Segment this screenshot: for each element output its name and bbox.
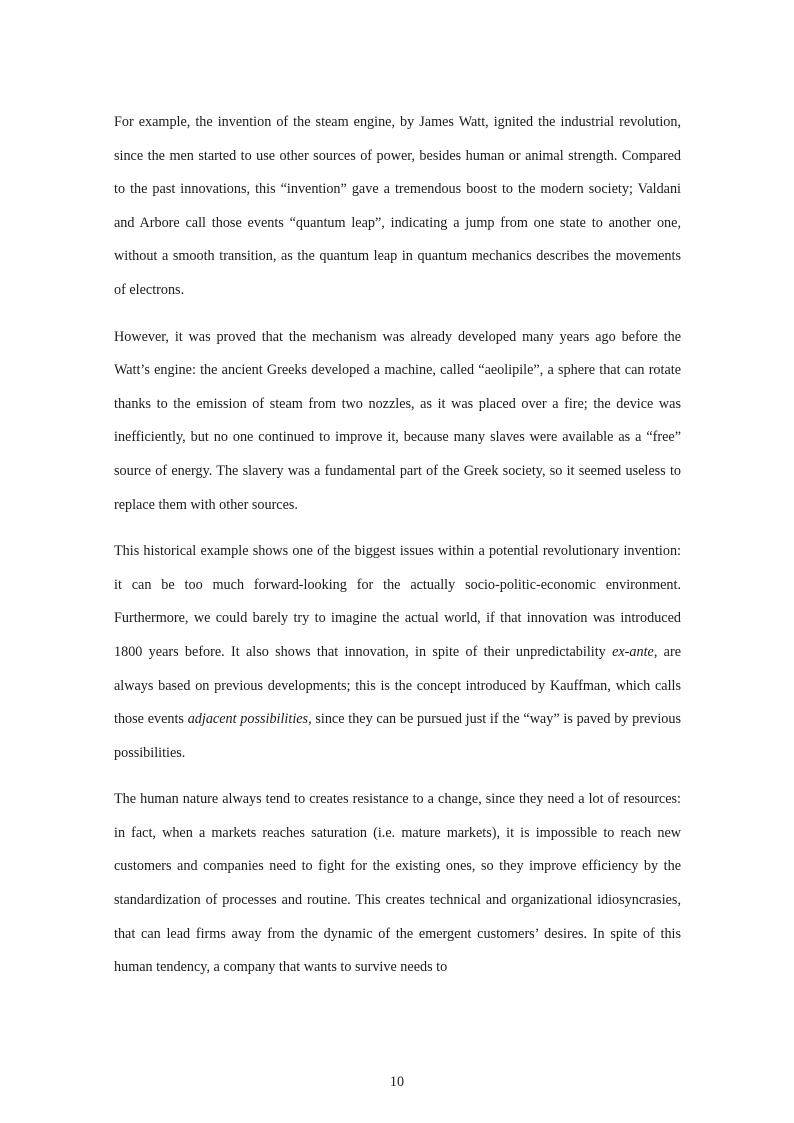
- italic-term-ex-ante: ex-ante: [612, 643, 654, 660]
- paragraph-historical-example: [114, 535, 681, 770]
- italic-term-adjacent-possibilities: adjacent possibilities: [187, 711, 309, 728]
- paragraph-human-nature: [114, 783, 681, 985]
- body-text: [114, 106, 681, 998]
- paragraph-text: However, it was proved that the mechanism was already developed many years ago before the Watt’s engine: the ancient Greeks developed a machine, called “aeolipile”, a sphere that can rotate thanks to the emission of steam from two nozzles, as it was placed over a fire; the device was inefficiently, but no one continued to improve it, because many slaves were available as a “free” source of energy. The slavery was a fundamental part of the Greek society, so it seemed useless to replace them with other sources.: [114, 328, 681, 513]
- page-number: 10: [389, 1074, 405, 1090]
- paragraph-text: , since they can be pursued just if the “way” is paved by previous possibilities.: [114, 711, 681, 761]
- paragraph-aeolipile: [114, 321, 681, 523]
- paragraph-text: This historical example shows one of the biggest issues within a potential revolutionary invention: it can be too much forward-looking for the actually socio-politic-economic environment. Furthermore, we could barely try to imagine the actual world, if that innovation was introduced 1800 years before. It also shows that innovation, in spite of their unpredictability: [114, 543, 681, 660]
- paragraph-steam-engine: [114, 106, 681, 308]
- paragraph-text: For example, the invention of the steam engine, by James Watt, ignited the industrial revolution, since the men started to use other sources of power, besides human or animal strength. Compared to the past innovations, this “invention” gave a tremendous boost to the modern society; Valdani and Arbore call those events “quantum leap”, indicating a jump from one state to another one, without a smooth transition, as the quantum leap in quantum mechanics describes the movements of electrons.: [114, 114, 681, 298]
- paragraph-text: The human nature always tend to creates resistance to a change, since they need a lot of resources: in fact, when a markets reaches saturation (i.e. mature markets), it is impossible to reach new customers and companies need to fight for the existing ones, so they improve efficiency by the standardization of processes and routine. This creates technical and organizational idiosyncrasies, that can lead firms away from the dynamic of the emergent customers’ desires. In spite of this human tendency, a company that wants to survive needs to: [114, 791, 681, 976]
- paragraph-text: , are always based on previous developments; this is the concept introduced by Kauffman, which calls those events: [114, 643, 681, 728]
